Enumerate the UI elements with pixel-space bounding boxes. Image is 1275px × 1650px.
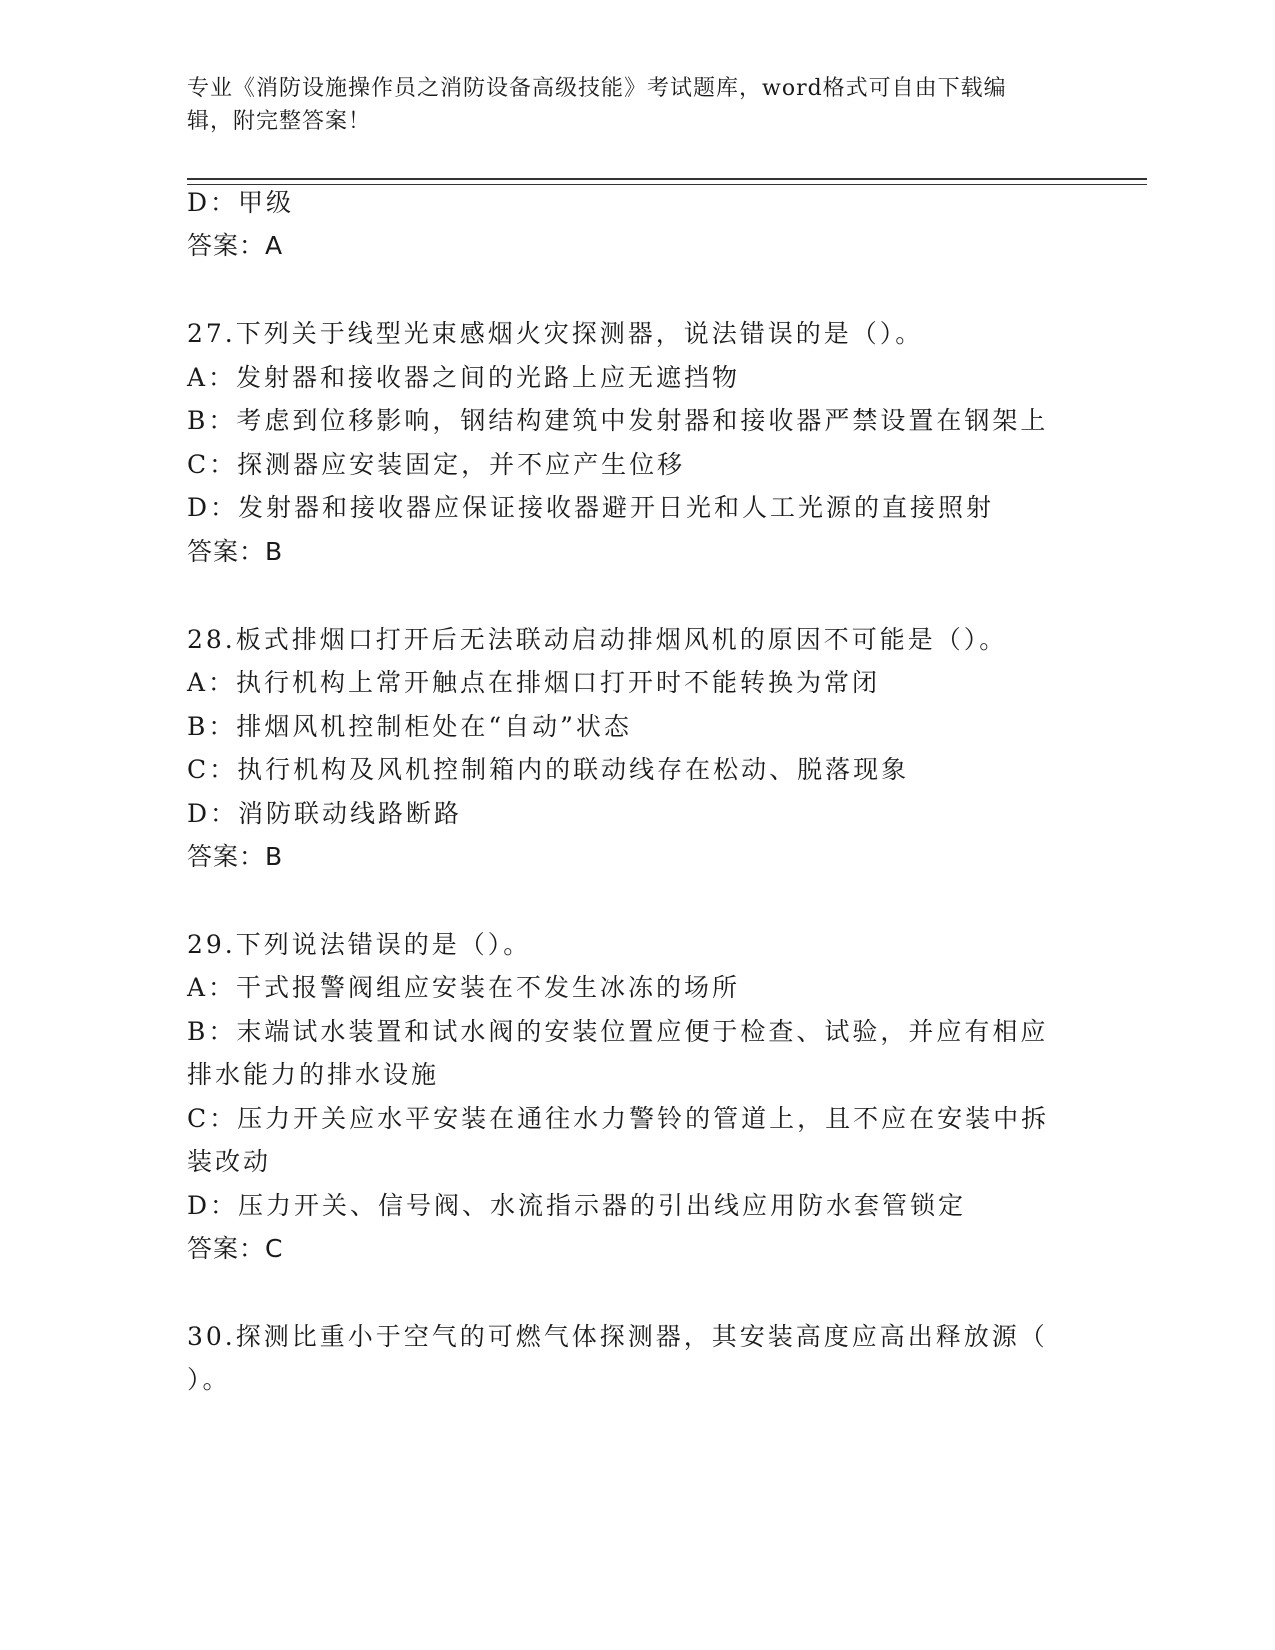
question-29-answer: 答案：C: [187, 1234, 284, 1263]
question-29-option-d: D：压力开关、信号阀、水流指示器的引出线应用防水套管锁定: [187, 1191, 967, 1220]
header-line-1: 专业《消防设施操作员之消防设备高级技能》考试题库，word格式可自由下载编: [187, 76, 1007, 101]
header-line-2: 辑，附完整答案！: [187, 109, 372, 134]
document-header: [187, 72, 1067, 138]
option-d: D：甲级: [187, 188, 295, 217]
question-30-stem: 30.探测比重小于空气的可燃气体探测器，其安装高度应高出释放源（: [187, 1322, 1048, 1351]
question-27-stem: 27.下列关于线型光束感烟火灾探测器，说法错误的是（）。: [187, 319, 924, 348]
question-28-stem: 28.板式排烟口打开后无法联动启动排烟风机的原因不可能是（）。: [187, 625, 1008, 654]
question-29-option-a: A：干式报警阀组应安装在不发生冰冻的场所: [187, 973, 741, 1002]
question-27-option-d: D：发射器和接收器应保证接收器避开日光和人工光源的直接照射: [187, 493, 995, 522]
question-29-option-c: C：压力开关应水平安装在通往水力警铃的管道上，且不应在安装中拆: [187, 1104, 1050, 1133]
question-29-stem: 29.下列说法错误的是（）。: [187, 930, 532, 959]
question-29-option-c-cont: 装改动: [187, 1147, 272, 1176]
question-28-option-c: C：执行机构及风机控制箱内的联动线存在松动、脱落现象: [187, 755, 910, 784]
question-28-option-d: D：消防联动线路断路: [187, 799, 463, 828]
header-divider: [187, 178, 1147, 185]
question-29-option-b: B：末端试水装置和试水阀的安装位置应便于检查、试验，并应有相应: [187, 1017, 1049, 1046]
question-28-option-b: B：排烟风机控制柜处在“自动”状态: [187, 712, 632, 741]
answer: 答案：A: [187, 231, 284, 260]
question-27-option-c: C：探测器应安装固定，并不应产生位移: [187, 450, 686, 479]
question-27-option-a: A：发射器和接收器之间的光路上应无遮挡物: [187, 363, 741, 392]
question-27-option-b: B：考虑到位移影响，钢结构建筑中发射器和接收器严禁设置在钢架上: [187, 406, 1049, 435]
question-30-stem-cont: ）。: [187, 1365, 231, 1394]
question-27-answer: 答案：B: [187, 537, 284, 566]
question-29-option-b-cont: 排水能力的排水设施: [187, 1060, 440, 1089]
question-28-option-a: A：执行机构上常开触点在排烟口打开时不能转换为常闭: [187, 668, 881, 697]
question-28-answer: 答案：B: [187, 842, 284, 871]
